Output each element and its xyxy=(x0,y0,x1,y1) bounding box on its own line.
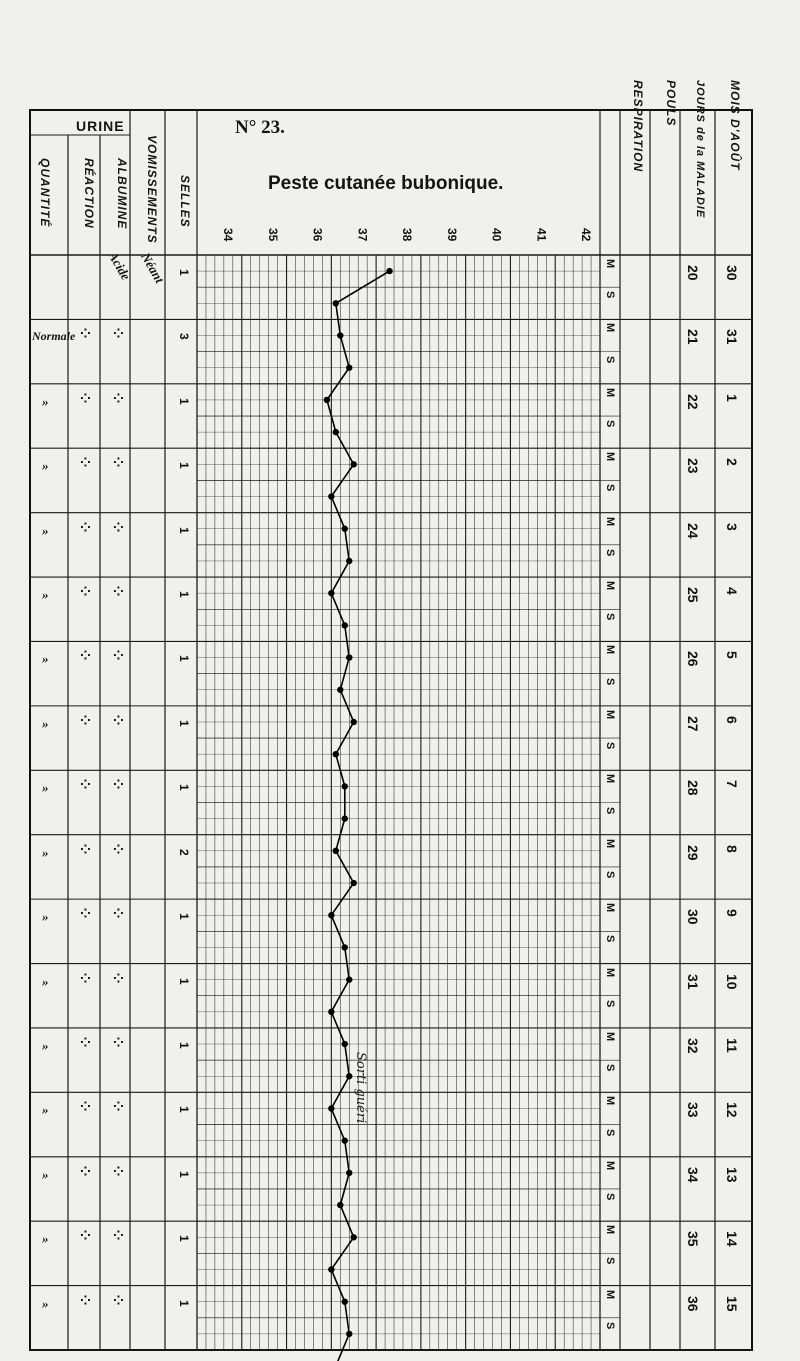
am-label: M xyxy=(604,838,616,848)
col-header-pouls: POULS xyxy=(664,80,678,127)
pm-label: S xyxy=(604,1321,616,1330)
date-august: 14 xyxy=(724,1231,740,1247)
pm-label: S xyxy=(604,677,616,686)
date-august: 13 xyxy=(724,1166,740,1183)
temperature-point xyxy=(337,1202,343,1208)
col-header-mois: MOIS D'AOÛT xyxy=(728,80,742,171)
reaction-ditto-mark: ⁘ xyxy=(80,842,91,858)
temperature-point xyxy=(328,1105,334,1111)
temperature-point xyxy=(351,719,357,725)
col-header-jours: JOURS de la MALADIE xyxy=(694,80,706,219)
pm-label: S xyxy=(604,291,616,299)
day-of-illness: 20 xyxy=(685,265,701,281)
urine-quantity: » xyxy=(42,1102,49,1118)
selles-count: 1 xyxy=(177,526,191,534)
pm-label: S xyxy=(604,420,616,428)
temperature-point xyxy=(346,1073,352,1079)
date-august: 2 xyxy=(724,458,740,467)
col-header-respiration: RESPIRATION xyxy=(631,80,645,173)
date-august: 5 xyxy=(724,651,740,660)
urine-quantity: » xyxy=(42,715,49,731)
am-label: M xyxy=(604,1160,616,1170)
temperature-point xyxy=(342,526,348,532)
reaction-ditto-mark: ⁘ xyxy=(80,327,91,343)
urine-quantity: » xyxy=(42,587,49,603)
date-august: 9 xyxy=(724,909,740,917)
selles-count: 1 xyxy=(177,977,191,985)
reaction-ditto-mark: ⁘ xyxy=(80,713,91,729)
pm-label: S xyxy=(604,355,616,363)
am-label: M xyxy=(604,516,616,526)
chart-title: Peste cutanée bubonique. xyxy=(268,173,504,194)
temp-scale-label: 35 xyxy=(265,228,280,242)
urine-quantity: Normale xyxy=(32,329,76,344)
reaction-ditto-mark: ⁘ xyxy=(80,778,91,794)
albumine-ditto-mark: ⁘ xyxy=(113,1100,124,1116)
urine-quantity: » xyxy=(42,973,49,989)
am-label: M xyxy=(604,581,616,591)
am-label: M xyxy=(604,774,616,784)
temperature-point xyxy=(328,1266,334,1272)
day-of-illness: 36 xyxy=(685,1295,701,1312)
selles-count: 1 xyxy=(177,397,191,405)
pm-label: S xyxy=(604,548,616,557)
temperature-point xyxy=(342,622,348,628)
am-label: M xyxy=(604,1289,616,1299)
temp-scale-label: 42 xyxy=(579,228,594,242)
annotation-sorti-gueri: Sorti guéri xyxy=(353,1052,368,1124)
col-header-albumine: ALBUMINE xyxy=(115,158,129,230)
am-label: M xyxy=(604,1225,616,1235)
am-label: M xyxy=(604,903,616,913)
temperature-point xyxy=(346,365,352,371)
day-of-illness: 32 xyxy=(685,1037,701,1054)
reaction-ditto-mark: ⁘ xyxy=(80,1035,91,1051)
urine-quantity: » xyxy=(42,458,49,474)
pm-label: S xyxy=(604,1257,616,1265)
urine-quantity: » xyxy=(42,1231,49,1247)
pm-label: S xyxy=(604,870,616,879)
date-august: 31 xyxy=(724,329,740,345)
temperature-point xyxy=(328,1009,334,1015)
albumine-ditto-mark: ⁘ xyxy=(113,1164,124,1180)
day-of-illness: 30 xyxy=(685,909,701,925)
temperature-point xyxy=(333,751,339,757)
albumine-ditto-mark: ⁘ xyxy=(113,1293,124,1309)
albumine-ditto-mark: ⁘ xyxy=(113,327,124,343)
temp-scale-label: 41 xyxy=(534,228,549,242)
selles-count: 1 xyxy=(177,655,191,663)
day-of-illness: 34 xyxy=(685,1166,701,1183)
date-august: 15 xyxy=(724,1295,740,1312)
pm-label: S xyxy=(604,613,616,621)
selles-count: 1 xyxy=(177,591,191,598)
temp-scale-label: 40 xyxy=(489,228,504,242)
temperature-point xyxy=(342,1137,348,1143)
date-august: 3 xyxy=(724,522,740,531)
albumine-ditto-mark: ⁘ xyxy=(113,520,124,536)
day-of-illness: 33 xyxy=(685,1102,701,1118)
selles-count: 1 xyxy=(177,1170,191,1178)
urine-quantity: » xyxy=(42,651,49,667)
selles-count: 1 xyxy=(177,269,191,276)
reaction-ditto-mark: ⁘ xyxy=(80,456,91,472)
am-label: M xyxy=(604,1096,616,1106)
temperature-point xyxy=(342,815,348,821)
temperature-point xyxy=(351,1234,357,1240)
temperature-point xyxy=(342,1041,348,1047)
am-label: M xyxy=(604,387,616,397)
day-of-illness: 26 xyxy=(685,651,701,668)
date-august: 4 xyxy=(724,587,740,595)
date-august: 11 xyxy=(724,1037,740,1053)
urine-quantity: » xyxy=(42,1295,49,1311)
day-of-illness: 27 xyxy=(685,715,701,732)
day-of-illness: 23 xyxy=(685,458,701,474)
day-of-illness: 35 xyxy=(685,1231,701,1247)
date-august: 12 xyxy=(724,1102,740,1118)
selles-count: 1 xyxy=(177,913,191,920)
urine-section-title: URINE xyxy=(76,118,125,134)
temperature-point xyxy=(342,944,348,950)
albumine-ditto-mark: ⁘ xyxy=(113,585,124,601)
pm-label: S xyxy=(604,742,616,750)
selles-count: 1 xyxy=(177,784,191,791)
temperature-point xyxy=(346,1170,352,1176)
temp-scale-label: 39 xyxy=(444,228,459,242)
pm-label: S xyxy=(604,1064,616,1072)
albumine-ditto-mark: ⁘ xyxy=(113,778,124,794)
day-of-illness: 29 xyxy=(685,844,701,861)
urine-quantity: » xyxy=(42,1037,49,1053)
am-label: M xyxy=(604,1031,616,1042)
temperature-point xyxy=(328,590,334,596)
temperature-point xyxy=(324,397,330,403)
temperature-point xyxy=(351,880,357,886)
pm-label: S xyxy=(604,1128,616,1136)
am-label: M xyxy=(604,645,616,655)
selles-count: 2 xyxy=(177,848,191,856)
temperature-point xyxy=(346,558,352,564)
temperature-point xyxy=(342,1298,348,1304)
temperature-point xyxy=(333,429,339,435)
day-of-illness: 28 xyxy=(685,780,701,796)
temp-scale-label: 37 xyxy=(355,228,370,242)
reaction-acide: Acide xyxy=(105,248,134,283)
pm-label: S xyxy=(604,1192,616,1201)
reaction-ditto-mark: ⁘ xyxy=(80,649,91,665)
temperature-point xyxy=(328,493,334,499)
col-header-quantite: QUANTITÉ xyxy=(38,158,52,228)
selles-count: 1 xyxy=(177,462,191,469)
reaction-ditto-mark: ⁘ xyxy=(80,1100,91,1116)
am-label: M xyxy=(604,452,616,462)
pm-label: S xyxy=(604,999,616,1008)
am-label: M xyxy=(604,323,616,333)
urine-quantity: » xyxy=(42,522,49,538)
albumine-ditto-mark: ⁘ xyxy=(113,971,124,987)
temperature-point xyxy=(351,461,357,467)
selles-count: 1 xyxy=(177,1106,191,1114)
date-august: 30 xyxy=(724,265,740,281)
date-august: 7 xyxy=(724,780,740,789)
reaction-ditto-mark: ⁘ xyxy=(80,585,91,601)
selles-count: 1 xyxy=(177,1041,191,1049)
temp-scale-label: 38 xyxy=(400,228,415,242)
selles-count: 3 xyxy=(177,333,191,341)
temperature-point xyxy=(333,300,339,306)
urine-quantity: » xyxy=(42,393,49,409)
temperature-point xyxy=(328,912,334,918)
reaction-ditto-mark: ⁘ xyxy=(80,971,91,987)
date-august: 8 xyxy=(724,844,740,853)
albumine-ditto-mark: ⁘ xyxy=(113,391,124,407)
date-august: 6 xyxy=(724,715,740,724)
urine-quantity: » xyxy=(42,844,49,860)
temperature-point xyxy=(346,976,352,982)
albumine-ditto-mark: ⁘ xyxy=(113,1035,124,1051)
sheet-frame xyxy=(30,110,752,1350)
am-label: M xyxy=(604,709,616,720)
temperature-point xyxy=(346,654,352,660)
urine-quantity: » xyxy=(42,909,49,925)
selles-count: 1 xyxy=(177,719,191,727)
urine-quantity: » xyxy=(42,1166,49,1182)
am-label: M xyxy=(604,967,616,977)
date-august: 10 xyxy=(724,973,740,990)
pm-label: S xyxy=(604,935,616,943)
day-of-illness: 21 xyxy=(685,329,701,345)
case-number: N° 23. xyxy=(235,117,285,138)
reaction-ditto-mark: ⁘ xyxy=(80,907,91,923)
date-august: 1 xyxy=(724,393,740,402)
col-header-vomissements: VOMISSEMENTS xyxy=(145,135,159,244)
reaction-ditto-mark: ⁘ xyxy=(80,1293,91,1309)
reaction-ditto-mark: ⁘ xyxy=(80,1229,91,1245)
albumine-ditto-mark: ⁘ xyxy=(113,456,124,472)
albumine-ditto-mark: ⁘ xyxy=(113,842,124,858)
temperature-point xyxy=(337,687,343,693)
temperature-point xyxy=(386,268,392,274)
urine-quantity: » xyxy=(42,780,49,796)
temperature-point xyxy=(346,1331,352,1337)
albumine-neant: Néant xyxy=(138,249,168,286)
reaction-ditto-mark: ⁘ xyxy=(80,1164,91,1180)
temp-scale-label: 36 xyxy=(310,228,325,242)
temperature-point xyxy=(342,783,348,789)
col-header-reaction: RÉACTION xyxy=(82,158,96,229)
am-label: M xyxy=(604,259,616,269)
selles-count: 1 xyxy=(177,1235,191,1242)
pm-label: S xyxy=(604,484,616,492)
reaction-ditto-mark: ⁘ xyxy=(80,520,91,536)
temperature-point xyxy=(337,332,343,338)
temperature-point xyxy=(333,848,339,854)
reaction-ditto-mark: ⁘ xyxy=(80,391,91,407)
day-of-illness: 31 xyxy=(685,973,701,990)
albumine-ditto-mark: ⁘ xyxy=(113,713,124,729)
albumine-ditto-mark: ⁘ xyxy=(113,907,124,923)
day-of-illness: 22 xyxy=(685,393,701,410)
selles-count: 1 xyxy=(177,1299,191,1307)
pm-label: S xyxy=(604,806,616,814)
temp-scale-label: 34 xyxy=(221,228,235,242)
albumine-ditto-mark: ⁘ xyxy=(113,649,124,665)
day-of-illness: 25 xyxy=(685,587,701,603)
albumine-ditto-mark: ⁘ xyxy=(113,1229,124,1245)
col-header-selles: SELLES xyxy=(178,175,192,228)
day-of-illness: 24 xyxy=(685,522,701,539)
